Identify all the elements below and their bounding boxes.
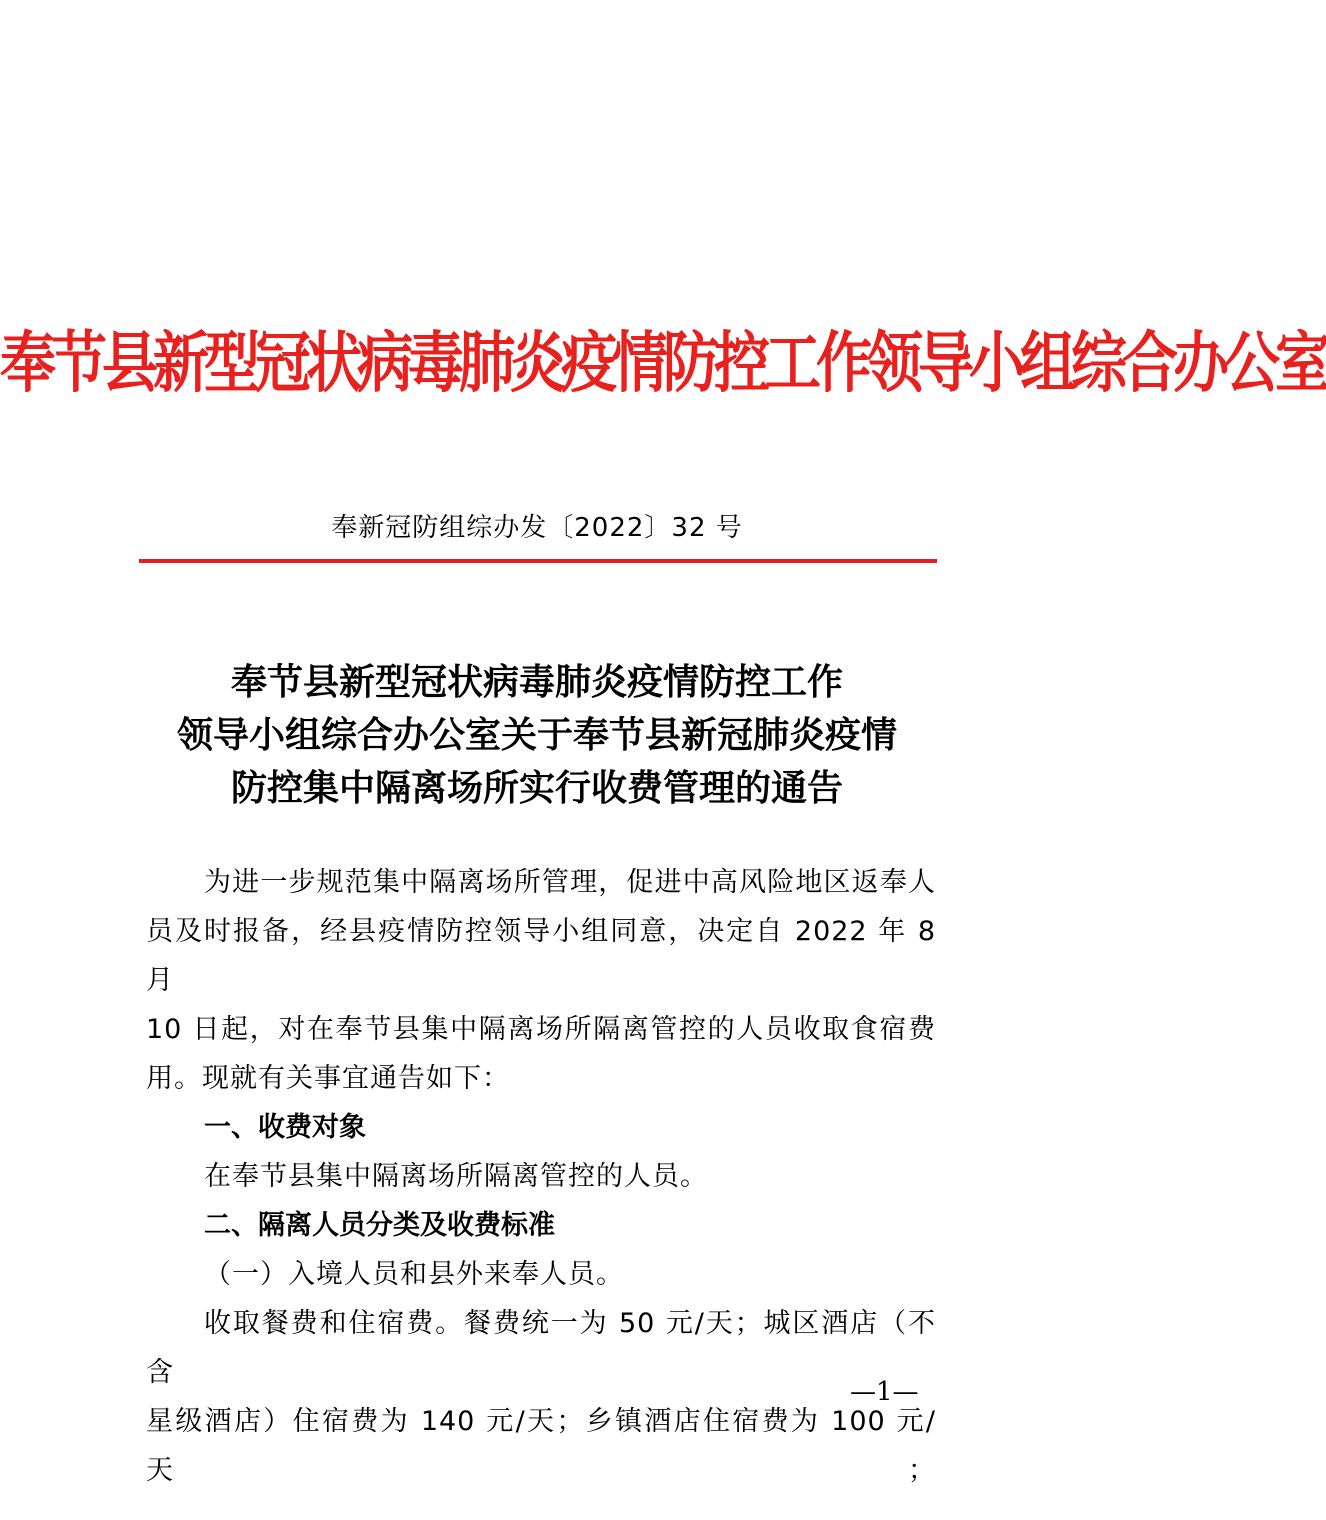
- section-2-heading: 二、隔离人员分类及收费标准: [204, 1210, 555, 1241]
- notice-body: [146, 858, 936, 1495]
- document-number: 奉新冠防组综办发〔2022〕32 号: [331, 513, 743, 543]
- notice-title-line-3: 防控集中隔离场所实行收费管理的通告: [230, 767, 843, 809]
- intro-line: 10 日起，对在奉节县集中隔离场所隔离管控的人员收取食宿费: [146, 1014, 936, 1045]
- section-1-heading: 一、收费对象: [204, 1112, 366, 1143]
- intro-line: 用。现就有关事宜通告如下：: [146, 1063, 510, 1094]
- page-number: —1—: [850, 1377, 919, 1407]
- subsection-1-heading: （一）入境人员和县外来奉人员。: [204, 1259, 624, 1290]
- issuing-office-header: 奉节县新型冠状病毒肺炎疫情防控工作领导小组综合办公室: [0, 324, 1326, 402]
- red-separator-line: [139, 559, 937, 563]
- notice-title: [0, 656, 1074, 815]
- intro-line: 员及时报备，经县疫情防控领导小组同意，决定自 2022 年 8 月: [146, 916, 936, 996]
- fee-line: 星级酒店）住宿费为 140 元/天；乡镇酒店住宿费为 100 元/天；: [146, 1406, 936, 1486]
- notice-title-line-2: 领导小组综合办公室关于奉节县新冠肺炎疫情: [176, 714, 897, 756]
- section-1-text: 在奉节县集中隔离场所隔离管控的人员。: [204, 1161, 708, 1192]
- notice-title-line-1: 奉节县新型冠状病毒肺炎疫情防控工作: [230, 661, 843, 703]
- intro-line: 为进一步规范集中隔离场所管理，促进中高风险地区返奉人: [204, 867, 936, 898]
- fee-line: 收取餐费和住宿费。餐费统一为 50 元/天；城区酒店（不含: [146, 1308, 936, 1388]
